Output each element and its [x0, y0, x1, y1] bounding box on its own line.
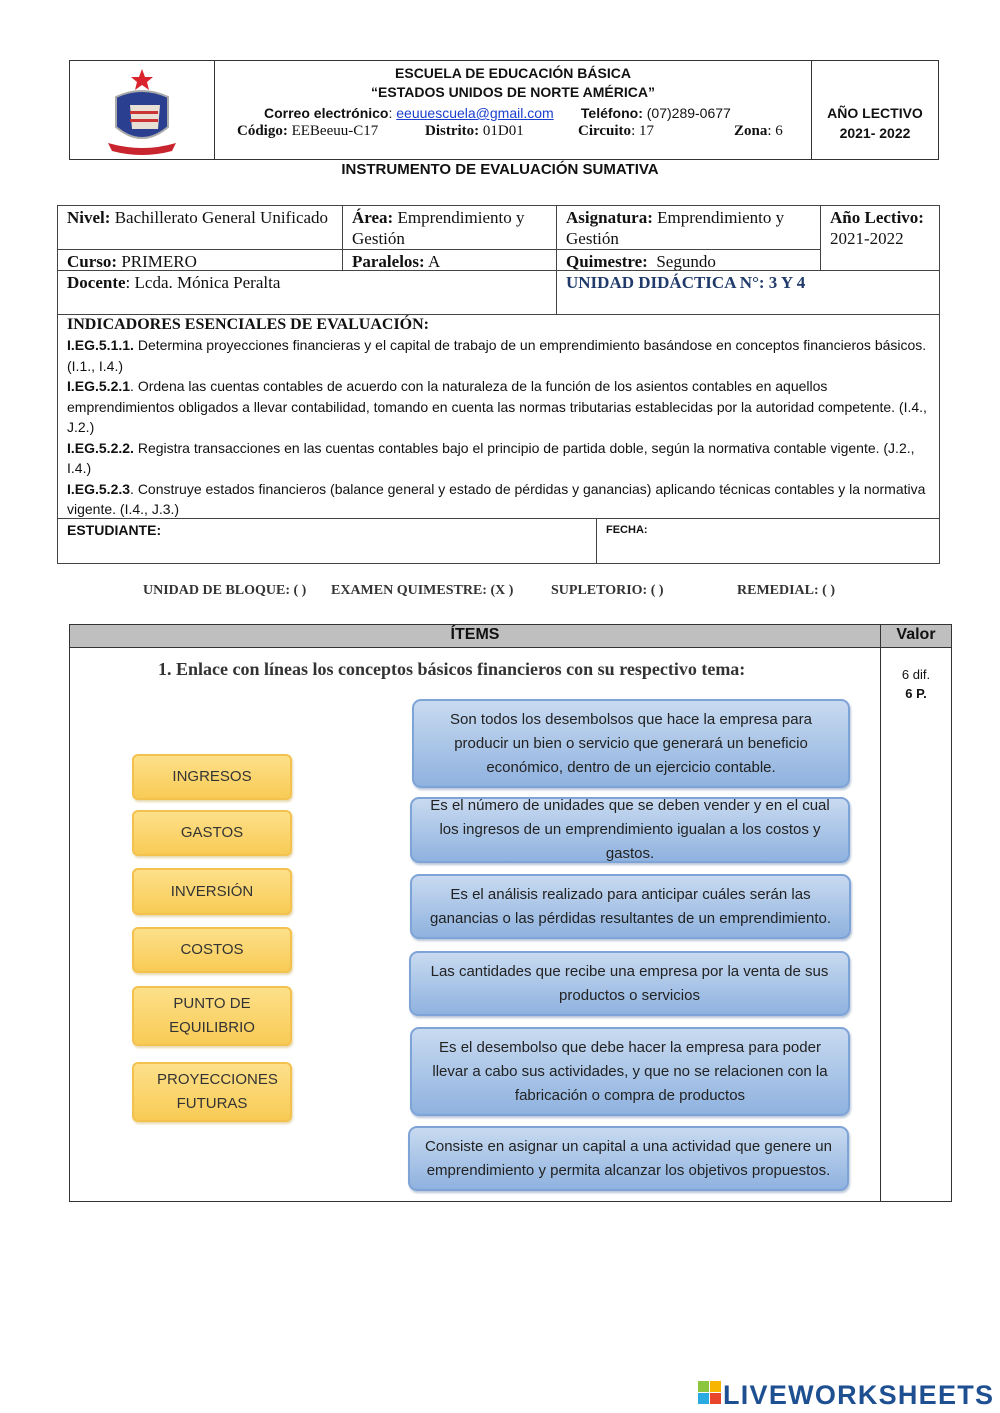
quimestre-cell: Quimestre: Segundo	[556, 249, 821, 271]
concept-box[interactable]	[132, 754, 292, 800]
definition-box[interactable]	[408, 1126, 849, 1191]
school-name: “ESTADOS UNIDOS DE NORTE AMÉRICA”	[371, 84, 655, 100]
concept-box[interactable]	[132, 986, 292, 1046]
area-cell: Área: Emprendimiento y Gestión	[342, 205, 557, 250]
definition-text: Son todos los desembolsos que hace la empresa para producir un bien o servicio que generará un beneficio económico, dentro de un ejercicio contable.	[450, 710, 812, 776]
school-header	[69, 60, 939, 160]
nivel-cell: Nivel: Bachillerato General Unificado	[57, 205, 343, 250]
question-1: 1. Enlace con líneas los conceptos básicos financieros con su respectivo tema:	[158, 659, 746, 679]
definition-text: Las cantidades que recibe una empresa por la venta de sus productos o servicios	[430, 962, 829, 1004]
value-dif: 6 dif.	[901, 667, 931, 682]
definition-text: Es el número de unidades que se deben vender y en el cual los ingresos de un emprendimiento igualan a los costos y gastos.	[430, 797, 830, 862]
indicator-item: I.EG.5.2.2. Registra transacciones en las cuentas contables bajo el principio de partida doble, según la normativa contable vigente. (J.2., I.4.)	[67, 439, 915, 476]
circuit: Circuito: 17	[578, 123, 654, 139]
curso-cell: Curso: PRIMERO	[57, 249, 343, 271]
concept-label: INGRESOS	[172, 768, 252, 785]
page-title: INSTRUMENTO DE EVALUACIÓN SUMATIVA	[341, 161, 659, 178]
district: Distrito: 01D01	[425, 123, 524, 139]
indicator-item: I.EG.5.2.1. Ordena las cuentas contables de acuerdo con la naturaleza de la función de los asientos contables en aquellos emprendimientos obligados a llevar contabilidad, tomando en cuenta las normas tributarias establecidas por la autoridad competente. (I.4., J.2.)	[67, 378, 927, 435]
email-link[interactable]: eeuuescuela@gmail.com	[396, 105, 554, 121]
student-field[interactable]: ESTUDIANTE:	[57, 518, 597, 564]
concept-label: GASTOS	[180, 824, 244, 841]
concept-label: PROYECCIONES FUTURAS	[157, 1071, 278, 1112]
paralelos-cell: Paralelos: A	[342, 249, 557, 271]
exam-type-quimestre: EXAMEN QUIMESTRE: (X )	[331, 583, 514, 598]
concept-box[interactable]	[132, 868, 292, 915]
concept-label: PUNTO DE EQUILIBRIO	[169, 995, 255, 1036]
items-header: ÍTEMS	[450, 626, 500, 643]
definition-box[interactable]	[412, 699, 850, 788]
anio-cell: Año Lectivo: 2021-2022	[820, 205, 940, 271]
value-points: 6 P.	[905, 686, 927, 701]
liveworksheets-logo	[698, 1378, 998, 1413]
definition-text: Es el desembolso que debe hacer la empresa para poder llevar a cabo sus actividades, y que no se relacionen con la fabricación o compra de productos	[432, 1038, 828, 1104]
exam-type-unidad: UNIDAD DE BLOQUE: ( )	[143, 583, 307, 598]
concept-label: COSTOS	[180, 941, 244, 958]
zone: Zona: 6	[734, 123, 783, 139]
date-field[interactable]: FECHA:	[596, 518, 940, 564]
definition-text: Consiste en asignar un capital a una actividad que genere un emprendimiento y permita alcanzar los objetivos propuestos.	[425, 1137, 832, 1179]
definition-box[interactable]	[410, 874, 851, 939]
definition-box[interactable]	[409, 951, 850, 1016]
year-value: 2021- 2022	[839, 125, 911, 141]
svg-text:LIVEWORKSHEETS: LIVEWORKSHEETS	[723, 1380, 993, 1408]
school-logo	[100, 67, 185, 157]
indicator-item: I.EG.5.2.3. Construye estados financieros (balance general y estado de pérdidas y ganancias) aplicando técnicas contables y la normativa vigente. (I.4., J.3.)	[67, 480, 926, 517]
concept-label: INVERSIÓN	[170, 882, 254, 900]
concept-box[interactable]	[132, 1062, 292, 1122]
exam-type-supletorio: SUPLETORIO: ( )	[551, 583, 664, 598]
docente-cell: Docente: Lcda. Mónica Peralta	[57, 270, 557, 315]
definition-text: Es el análisis realizado para anticipar cuáles serán las ganancias o las pérdidas resultantes de un emprendimiento.	[429, 885, 832, 927]
code-line: Código: EEBeeuu-C17	[237, 123, 379, 139]
definition-box[interactable]	[410, 1027, 850, 1116]
contact-line: Correo electrónico: eeuuescuela@gmail.com Teléfono: (07)289-0677	[264, 105, 731, 121]
unidad-cell: UNIDAD DIDÁCTICA N°: 3 Y 4	[556, 270, 940, 315]
asignatura-cell: Asignatura: Emprendimiento y Gestión	[556, 205, 821, 250]
indicators-title: INDICADORES ESENCIALES DE EVALUACIÓN:	[67, 316, 430, 333]
indicator-item: I.EG.5.1.1. Determina proyecciones financieras y el capital de trabajo de un emprendimiento basándose en conceptos financieros básicos. (I.1., I.4.)	[67, 337, 927, 374]
year-label: AÑO LECTIVO	[827, 105, 923, 121]
school-title: ESCUELA DE EDUCACIÓN BÁSICA	[395, 65, 631, 81]
concept-box[interactable]	[132, 927, 292, 973]
concept-box[interactable]	[132, 810, 292, 856]
indicators-cell	[57, 314, 940, 519]
exam-type-remedial: REMEDIAL: ( )	[737, 583, 835, 598]
value-header: Valor	[896, 626, 936, 643]
definition-box[interactable]	[410, 797, 850, 863]
